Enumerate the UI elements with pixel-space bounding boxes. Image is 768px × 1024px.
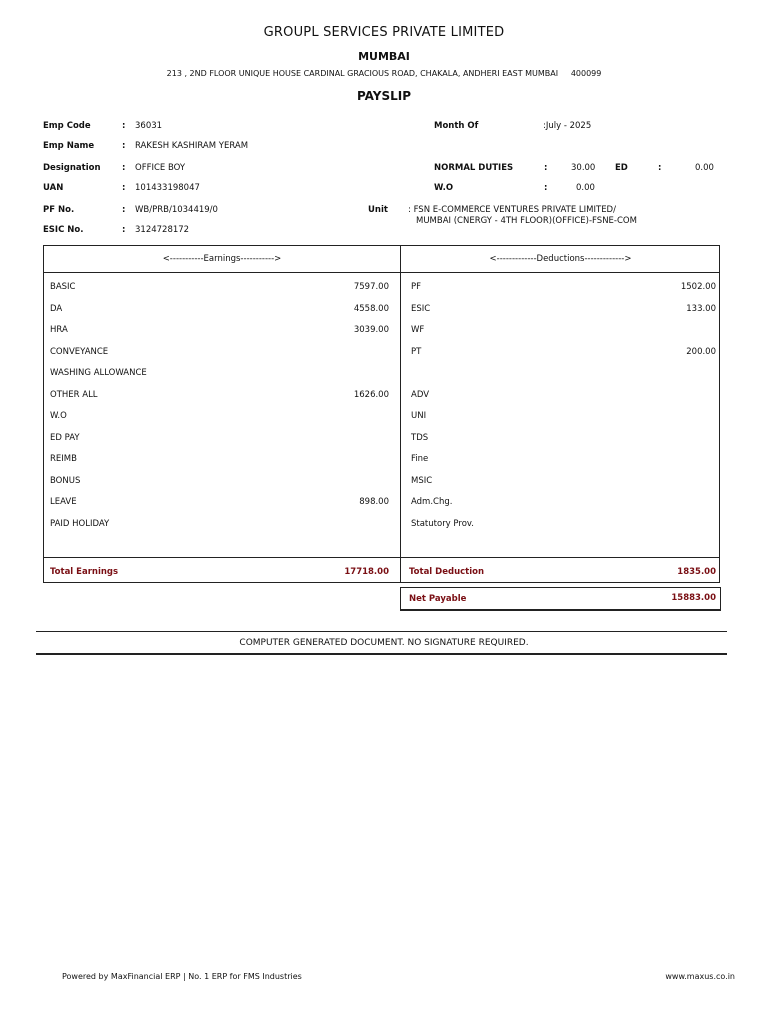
deduction-label: PT — [411, 346, 422, 357]
company-name: GROUPL SERVICES PRIVATE LIMITED — [263, 25, 505, 40]
document-title: PAYSLIP — [356, 89, 412, 103]
deduction-label: WF — [411, 325, 425, 335]
deduction-label: ADV — [411, 389, 430, 400]
total-deduction-value: 1835.00 — [677, 567, 716, 577]
earning-label: LEAVE — [50, 497, 77, 507]
colon: : — [122, 225, 126, 235]
normal-duties-value: 30.00 — [571, 163, 596, 173]
net-payable-value: 15883.00 — [671, 593, 716, 603]
deduction-amount: 133.00 — [686, 303, 716, 314]
earning-amount: 3039.00 — [353, 325, 389, 335]
earnings-header: <-----------Earnings-----------> — [162, 254, 282, 264]
total-earnings-value: 17718.00 — [344, 567, 389, 577]
earning-amount: 4558.00 — [353, 303, 389, 314]
deduction-label: UNI — [411, 411, 427, 421]
ed-value: 0.00 — [695, 163, 714, 173]
emp-code-value: 36031 — [135, 121, 163, 131]
footnote: COMPUTER GENERATED DOCUMENT. NO SIGNATURE REQUIRED. — [239, 638, 529, 648]
colon: : — [658, 163, 662, 173]
deduction-label: TDS — [411, 432, 429, 443]
footnote-top-rule — [36, 631, 727, 632]
deduction-amount: 1502.00 — [680, 282, 716, 292]
designation-value: OFFICE BOY — [135, 163, 186, 173]
esic-no-label: ESIC No. — [43, 225, 84, 235]
wo-value: 0.00 — [576, 183, 595, 193]
uan-label: UAN — [43, 183, 64, 193]
earning-label: ED PAY — [50, 432, 80, 443]
earning-label: WASHING ALLOWANCE — [50, 368, 147, 378]
pf-no-label: PF No. — [43, 205, 75, 215]
net-payable-label: Net Payable — [409, 594, 467, 604]
total-deduction-label: Total Deduction — [409, 567, 485, 577]
earning-label: BONUS — [50, 475, 81, 486]
deduction-label: ESIC — [411, 303, 431, 314]
wo-label: W.O — [434, 183, 454, 193]
deduction-amount: 200.00 — [686, 346, 716, 357]
header-rule — [44, 272, 719, 273]
normal-duties-label: NORMAL DUTIES — [434, 163, 514, 173]
colon: : — [544, 183, 548, 193]
earning-label: CONVEYANCE — [50, 346, 109, 357]
unit-value-line1: : FSN E-COMMERCE VENTURES PRIVATE LIMITED/ — [408, 205, 616, 215]
uan-value: 101433198047 — [135, 183, 200, 193]
month-label: Month Of — [434, 121, 479, 131]
earning-label: REIMB — [50, 454, 77, 464]
earning-label: HRA — [50, 325, 68, 335]
colon: : — [544, 163, 548, 173]
pf-no-value: WB/PRB/1034419/0 — [135, 205, 218, 215]
earning-label: PAID HOLIDAY — [50, 518, 110, 529]
company-city: MUMBAI — [358, 50, 410, 63]
earning-amount: 898.00 — [359, 497, 389, 507]
earning-amount: 7597.00 — [353, 282, 389, 292]
deduction-label: PF — [411, 282, 422, 292]
colon: : — [122, 205, 126, 215]
column-divider — [400, 246, 401, 582]
company-address: 213 , 2ND FLOOR UNIQUE HOUSE CARDINAL GRACIOUS ROAD, CHAKALA, ANDHERI EAST MUMBAI 400099 — [166, 69, 602, 78]
earning-label: BASIC — [50, 282, 76, 292]
totals-rule — [44, 557, 719, 558]
website-link[interactable]: www.maxus.co.in — [665, 972, 735, 981]
deduction-label: Fine — [411, 454, 429, 464]
esic-no-value: 3124728172 — [135, 225, 190, 235]
unit-value-line2: MUMBAI (CNERGY - 4TH FLOOR)(OFFICE)-FSNE-COM — [416, 216, 637, 226]
total-earnings-label: Total Earnings — [50, 567, 119, 577]
footnote-bottom-rule — [36, 653, 727, 655]
unit-label: Unit — [368, 205, 388, 215]
deduction-label: Adm.Chg. — [411, 497, 453, 507]
earning-amount: 1626.00 — [353, 389, 389, 400]
emp-code-label: Emp Code — [43, 121, 91, 131]
ed-label: ED — [615, 163, 628, 173]
emp-name-label: Emp Name — [43, 141, 95, 151]
deduction-label: MSIC — [411, 475, 433, 486]
earning-label: OTHER ALL — [50, 389, 98, 400]
net-payable-box — [400, 587, 721, 611]
salary-table — [43, 245, 720, 583]
deduction-label: Statutory Prov. — [411, 518, 474, 529]
colon: : — [122, 183, 126, 193]
colon: : — [122, 163, 126, 173]
colon: : — [122, 141, 126, 151]
earning-label: DA — [50, 303, 63, 314]
month-value: :July - 2025 — [543, 121, 592, 131]
colon: : — [122, 121, 126, 131]
powered-by-text: Powered by MaxFinancial ERP | No. 1 ERP for FMS Industries — [62, 972, 302, 981]
deductions-header: <-------------Deductions-------------> — [489, 254, 632, 264]
emp-name-value: RAKESH KASHIRAM YERAM — [135, 141, 249, 151]
earning-label: W.O — [50, 411, 67, 421]
designation-label: Designation — [43, 163, 101, 173]
